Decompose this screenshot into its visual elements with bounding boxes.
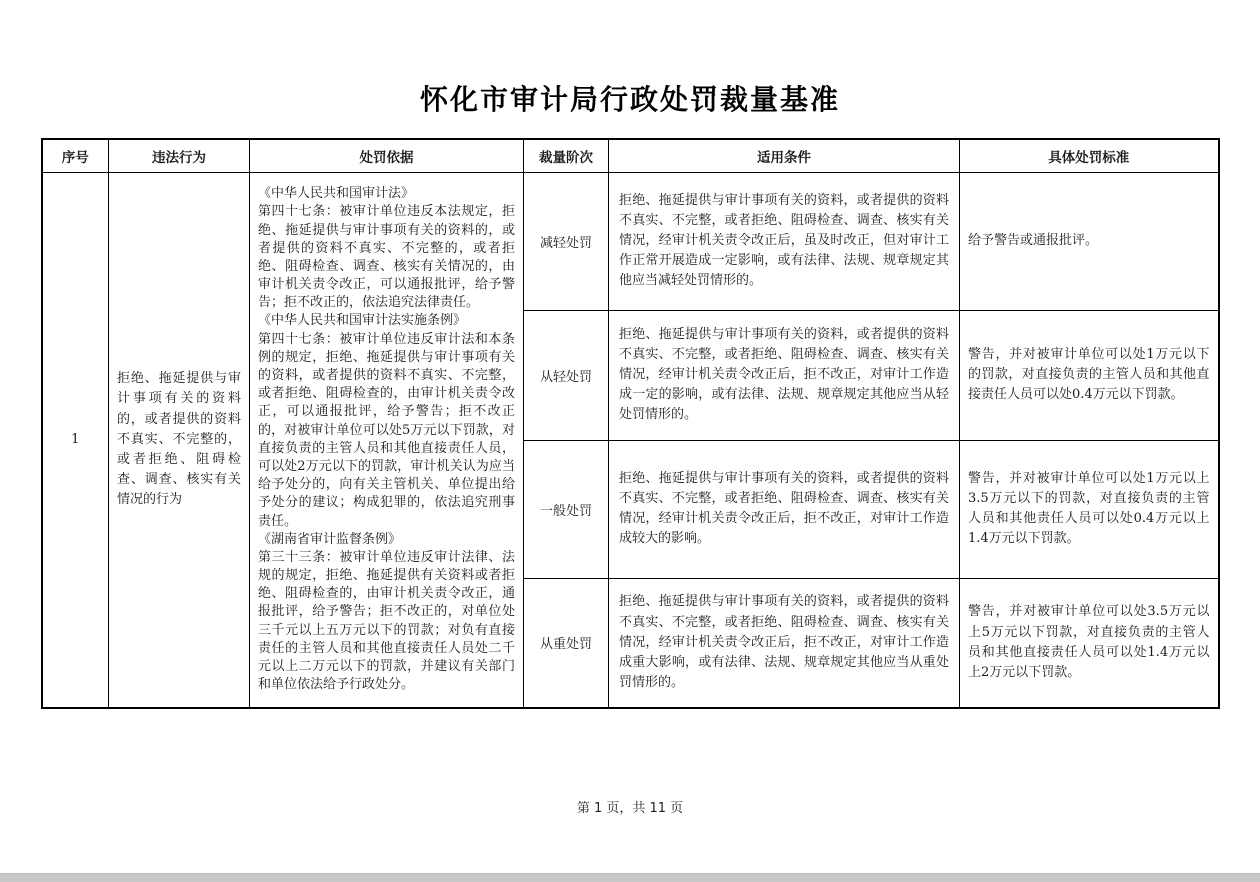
condition-cell: 拒绝、拖延提供与审计事项有关的资料，或者提供的资料不真实、不完整，或者拒绝、阻碍检查、调查、核实有关情况，经审计机关责令改正后，虽及时改正，但对审计工作正常开展造成一定影响，或有法律、法规、规章规定其他应当减轻处罚情形的。 [609,172,960,310]
page-number-indicator: 第 1 页，共 11 页 [576,801,684,816]
tier-level-cell: 从轻处罚 [524,310,609,440]
penalty-discretion-table [41,138,1220,709]
serial-number-cell: 1 [42,172,109,708]
law-title: 《湖南省审计监督条例》 [258,531,402,547]
horizontal-scrollbar[interactable] [0,873,1260,882]
tier-level-cell: 从重处罚 [524,578,609,708]
law-title: 《中华人民共和国审计法》 [258,186,415,202]
header-penalty-basis: 处罚依据 [250,139,524,172]
condition-cell: 拒绝、拖延提供与审计事项有关的资料，或者提供的资料不真实、不完整，或者拒绝、阻碍检查、调查、核实有关情况，经审计机关责令改正后，拒不改正，对审计工作造成一定的影响，或有法律、法规、规章规定其他应当从轻处罚情形的。 [609,310,960,440]
table-header-row [42,139,1219,172]
tier-level-cell: 减轻处罚 [524,172,609,310]
penalty-standard-cell: 警告，并对被审计单位可以处1万元以上3.5万元以下的罚款，对直接负责的主管人员和其他责任人员可以处0.4万元以上1.4万元以下罚款。 [960,440,1219,578]
page-title: 怀化市审计局行政处罚裁量基准 [419,83,840,116]
table-row [42,172,1219,310]
illegal-act-cell: 拒绝、拖延提供与审计事项有关的资料的，或者提供的资料不真实、不完整的，或者拒绝、阻碍检查、调查、核实有关情况的行为 [109,172,250,708]
law-article: 第四十七条：被审计单位违反审计法和本条例的规定，拒绝、拖延提供与审计事项有关的资料，或者提供的资料不真实、不完整，或者拒绝、阻碍检查的，由审计机关责令改正，可以通报批评，给予警告；拒不改正的，对被审计单位可以处5万元以下罚款，对直接负责的主管人员和其他直接责任人员，可以处2万元以下的罚款，审计机关认为应当给予处分的，向有关主管机关、单位提出给予处分的建议；构成犯罪的，依法追究刑事责任。 [258,331,515,529]
header-serial-number: 序号 [42,139,109,172]
condition-cell: 拒绝、拖延提供与审计事项有关的资料，或者提供的资料不真实、不完整，或者拒绝、阻碍检查、调查、核实有关情况，经审计机关责令改正后，拒不改正，对审计工作造成较大的影响。 [609,440,960,578]
condition-cell: 拒绝、拖延提供与审计事项有关的资料，或者提供的资料不真实、不完整，或者拒绝、阻碍检查、调查、核实有关情况，经审计机关责令改正后，拒不改正，对审计工作造成重大影响，或有法律、法规、规章规定其他应当从重处罚情形的。 [609,578,960,708]
header-tier-level: 裁量阶次 [524,139,609,172]
header-conditions: 适用条件 [609,139,960,172]
law-article: 第四十七条：被审计单位违反本法规定，拒绝、拖延提供与审计事项有关的资料的，或者提供的资料不真实、不完整的，或者拒绝、阻碍检查、调查、核实有关情况的，由审计机关责令改正，可以通报批评，给予警告；拒不改正的，依法追究法律责任。 [258,204,515,311]
penalty-basis-cell [250,172,524,708]
law-article: 第三十三条：被审计单位违反审计法律、法规的规定，拒绝、拖延提供有关资料或者拒绝、阻碍检查的，由审计机关责令改正，通报批评，给予警告；拒不改正的，对单位处三千元以上五万元以下的罚款；对负有直接责任的主管人员和其他直接责任人员处二千元以上二万元以下的罚款，并建议有关部门和单位依法给予行政处分。 [258,549,515,693]
penalty-standard-cell: 警告，并对被审计单位可以处3.5万元以上5万元以下罚款，对直接负责的主管人员和其他直接责任人员可以处1.4万元以上2万元以下罚款。 [960,578,1219,708]
penalty-standard-cell: 给予警告或通报批评。 [960,172,1219,310]
penalty-standard-cell: 警告，并对被审计单位可以处1万元以下的罚款，对直接负责的主管人员和其他直接责任人员可以处0.4万元以下罚款。 [960,310,1219,440]
header-penalty-standard: 具体处罚标准 [960,139,1219,172]
law-title: 《中华人民共和国审计法实施条例》 [258,313,467,329]
header-illegal-act: 违法行为 [109,139,250,172]
tier-level-cell: 一般处罚 [524,440,609,578]
